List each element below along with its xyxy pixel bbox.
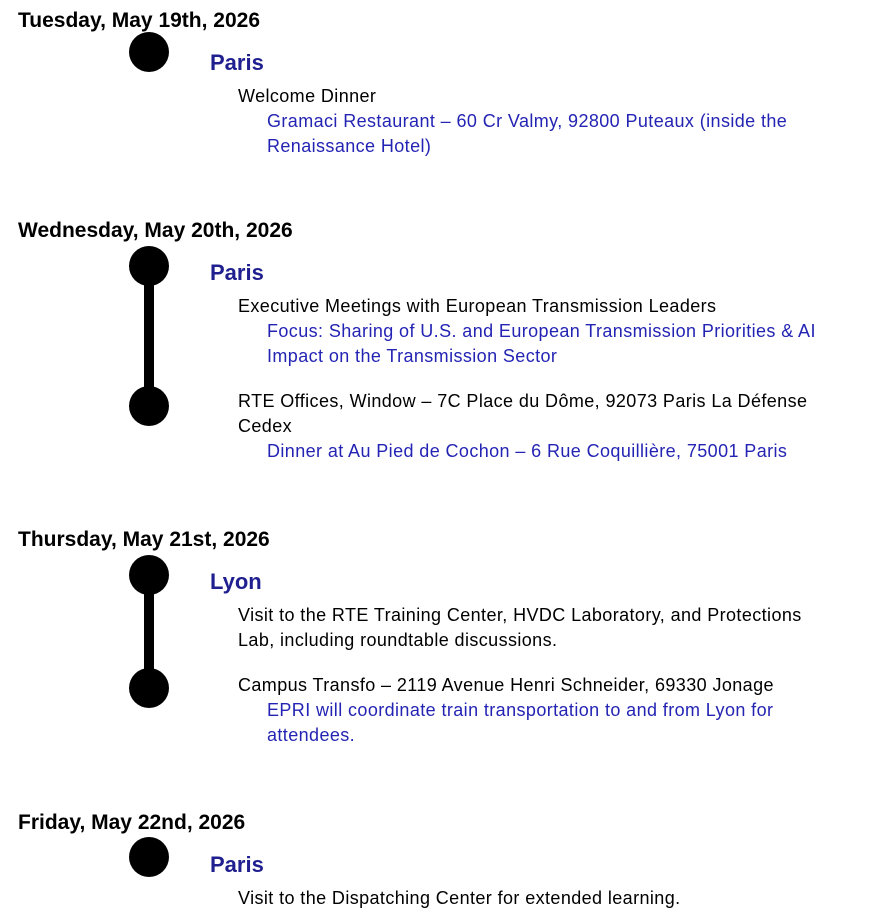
event-text: Visit to the RTE Training Center, HVDC Laboratory, and Protections Lab, including roundtable discussions. (238, 605, 802, 650)
city-heading: Lyon (210, 569, 262, 594)
day-content (210, 50, 871, 159)
event-detail-text: Dinner at Au Pied de Cochon – 6 Rue Coquillière, 75001 Paris (267, 441, 788, 461)
event-text: Campus Transfo – 2119 Avenue Henri Schneider, 69330 Jonage (238, 675, 774, 695)
day-section-wednesday (0, 218, 871, 464)
day-date-heading: Thursday, May 21st, 2026 (18, 528, 270, 551)
day-content (210, 852, 871, 911)
timeline-dot-icon (129, 837, 169, 877)
city-heading: Paris (210, 50, 264, 75)
event-detail-text: EPRI will coordinate train transportation to and from Lyon for attendees. (267, 700, 774, 745)
day-section-thursday (0, 527, 871, 748)
timeline-connector (144, 266, 154, 406)
event-detail-text: Gramaci Restaurant – 60 Cr Valmy, 92800 Puteaux (inside the Renaissance Hotel) (267, 111, 788, 156)
event-text: Executive Meetings with European Transmission Leaders (238, 296, 717, 316)
city-heading: Paris (210, 260, 264, 285)
event-text: Welcome Dinner (238, 86, 377, 106)
event-text: Visit to the Dispatching Center for extended learning. (238, 888, 681, 908)
timeline-dot-icon (129, 32, 169, 72)
event-text: RTE Offices, Window – 7C Place du Dôme, 92073 Paris La Défense Cedex (238, 391, 808, 436)
day-content (210, 569, 871, 748)
day-content (210, 260, 871, 464)
event-detail-text: Focus: Sharing of U.S. and European Transmission Priorities & AI Impact on the Transmission Sector (267, 321, 816, 366)
timeline-dot-icon (129, 668, 169, 708)
day-section-friday (0, 810, 871, 911)
timeline-dot-icon (129, 386, 169, 426)
city-heading: Paris (210, 852, 264, 877)
day-date-heading: Friday, May 22nd, 2026 (18, 811, 246, 834)
day-date-heading: Wednesday, May 20th, 2026 (18, 219, 293, 242)
day-section-tuesday (0, 8, 871, 159)
day-date-heading: Tuesday, May 19th, 2026 (18, 9, 261, 32)
